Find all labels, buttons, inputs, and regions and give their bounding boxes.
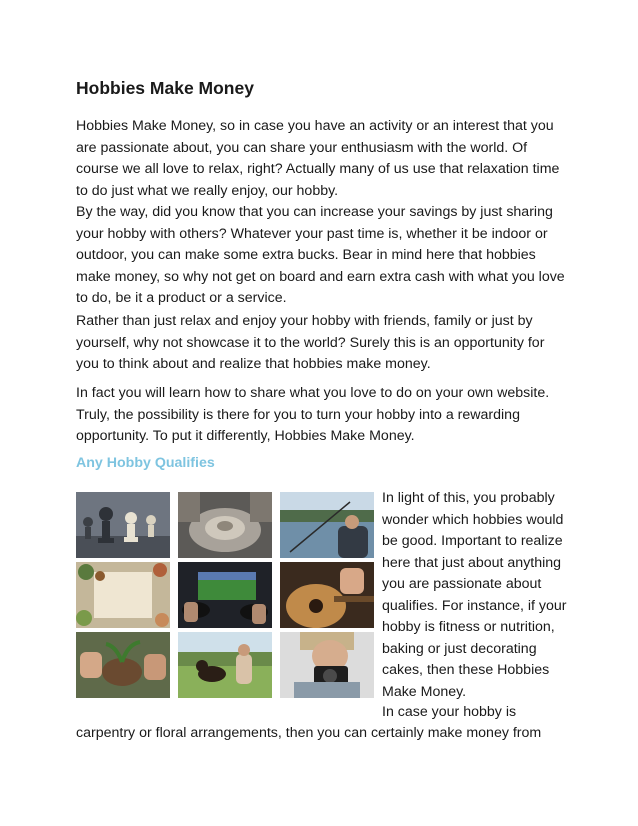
video-gaming-photo [178,562,272,628]
photography-photo [280,632,374,698]
dog-training-photo [178,632,272,698]
continuation-paragraph-start: In case your hobby is [382,704,517,720]
section-heading-any-hobby: Any Hobby Qualifies [76,455,215,471]
guitar-photo [280,562,374,628]
paragraph-4: In fact you will learn how to share what you love to do on your own website. Truly, the possibility is there for you to turn your hobby into a rewarding opportunity. To put it differently, Hobbies Make Money. [76,385,550,444]
hobby-photo-collage [76,492,374,698]
chess-photo [76,492,170,558]
continuation-paragraph-line: carpentry or floral arrangements, then you can certainly make money from [76,725,542,741]
gardening-photo [76,632,170,698]
document-title: Hobbies Make Money [76,78,254,98]
paragraph-1: Hobbies Make Money, so in case you have an activity or an interest that you are passionate about, you can share your enthusiasm with the world. Of course we all love to relax, right? Actually many of us use that relaxation time to do just what we really enjoy, our hobby. [76,118,560,199]
paragraph-2: By the way, did you know that you can increase your savings by just sharing your hobby with others? Whatever your past time is, whether it be indoor or outdoor, you can make some extra bucks. Bear in mind here that hobbies make money, so why not get on board and earn extra cash with what you love to do, be it a product or a service. [76,204,565,306]
scrapbooking-photo [76,562,170,628]
pottery-photo [178,492,272,558]
side-paragraph: In light of this, you probably wonder which hobbies would be good. Important to realize here that just about anything you are passionate about qualifies. For instance, if your hobby is fitness or nutrition, baking or just decorating cakes, then these Hobbies Make Money. [382,490,567,700]
paragraph-3: Rather than just relax and enjoy your hobby with friends, family or just by yourself, why not showcase it to the world? Surely this is an opportunity for you to think about and realize that hobbies make money. [76,313,545,372]
fishing-photo [280,492,374,558]
